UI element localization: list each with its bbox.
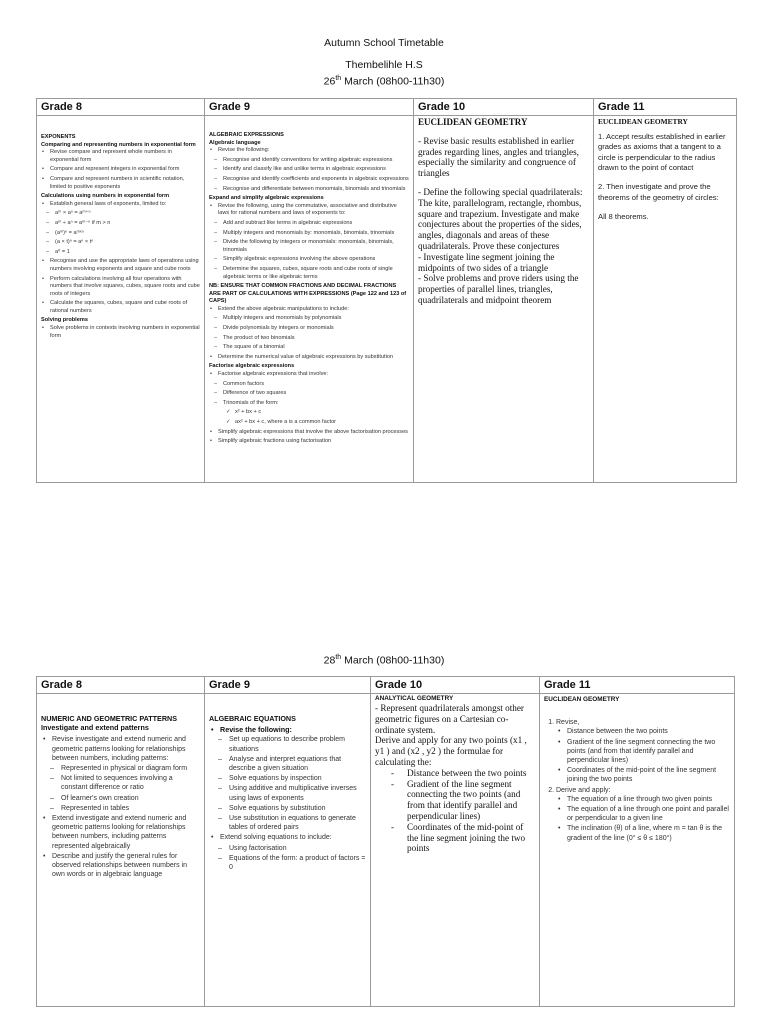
grade-10-header: Grade 10 xyxy=(414,99,594,116)
list-item: - Distance between the two points xyxy=(407,768,535,779)
list-item: – Difference of two squares xyxy=(223,390,409,398)
list-item: – Using additive and multiplicative inverses using laws of exponents xyxy=(229,784,366,802)
subtopic-heading: Comparing and representing numbers in exponential form xyxy=(41,141,196,148)
exponent-law: – aᵐ × aⁿ = aᵐ⁺ⁿ xyxy=(55,210,200,218)
list-item: – Divide polynomials by integers or monomials xyxy=(223,325,409,333)
grade-9-topic-cell xyxy=(205,694,371,1007)
list-item: – Divide the following by integers or monomials: monomials, binomials, trinomials xyxy=(223,239,409,254)
topic-heading: NUMERIC AND GEOMETRIC PATTERNS xyxy=(41,714,178,723)
exponent-law: – aᵐ ÷ aⁿ = aᵐ⁻ⁿ if m > n xyxy=(55,220,200,228)
list-item: • Simplify algebraic fractions using factorisation xyxy=(218,438,409,446)
list-item: ✓ ax² + bx + c, where a is a common factor xyxy=(235,419,409,427)
subtopic-heading: Expand and simplify algebraic expressions xyxy=(209,195,324,202)
grade-10-topic-cell xyxy=(371,694,540,1007)
list-item: – Determine the squares, cubes, square roots and cube roots of single algebraic terms or like algebraic terms xyxy=(223,266,409,281)
list-item: – Recognise and identify conventions for writing algebraic expressions xyxy=(223,157,409,165)
paragraph: - Investigate line segment joining the midpoints of two sides of a triangle xyxy=(418,251,555,273)
subtopic-heading: Algebraic language xyxy=(209,139,261,146)
subtopic-heading: Investigate and extend patterns xyxy=(41,723,149,733)
list-item: • The equation of a line through two given points xyxy=(567,795,730,804)
list-item: • Revise the following: xyxy=(218,147,409,155)
list-item: • Solve problems in contexts involving numbers in exponential form xyxy=(50,325,200,340)
list-item: – Equations of the form: a product of factors = 0 xyxy=(229,854,366,872)
list-item: – Recognise and identify coefficients and exponents in algebraic expressions xyxy=(223,176,409,184)
list-item: – Multiply integers and monomials by: monomials, binomials, trinomials xyxy=(223,230,409,238)
list-item: • Extend the above algebraic manipulations to include: xyxy=(218,306,409,314)
grade-8-topic-cell xyxy=(37,694,205,1007)
exponent-law: – (aᵐ)ⁿ = aᵐˣⁿ xyxy=(55,230,200,238)
list-item: 1. Revise, • Distance between the two points • Gradient of the line segment connecting the two points (and from that identify parallel and perpendicular lines) • Coordinates of the mid-point of the line segment joining the two points xyxy=(556,718,730,784)
grade-8-topic-cell xyxy=(37,116,205,483)
topic-heading: EUCLIDEAN GEOMETRY xyxy=(418,117,528,127)
timetable-26-march xyxy=(36,98,737,483)
paragraph: - Revise basic results established in earlier grades regarding lines, angles and triangles, especially the similarity and congruence of triangles xyxy=(418,135,579,179)
subtopic-heading: Calculations using numbers in exponential form xyxy=(41,193,170,200)
list-item: – The product of two binomials xyxy=(223,335,409,343)
subtopic-heading: Solving problems xyxy=(41,317,88,324)
list-item: • Coordinates of the mid-point of the line segment joining the two points xyxy=(567,766,730,784)
list-item: 2. Derive and apply: • The equation of a line through two given points • The equation of a line through one point and parallel or perpendicular to a given line • The inclination (θ) of a line, where m = tan θ is the gradient of the line (0° ≤ θ ≤ 180°) xyxy=(556,786,730,843)
list-item: – Set up equations to describe problem situations xyxy=(229,735,366,753)
list-item: – Use substitution in equations to generate tables of ordered pairs xyxy=(229,814,366,832)
exponent-law: – a⁰ = 1 xyxy=(55,249,200,257)
list-item: – Multiply integers and monomials by polynomials xyxy=(223,315,409,323)
grade-9-header: Grade 9 xyxy=(205,677,371,694)
timetable-title: Autumn School Timetable xyxy=(324,37,444,49)
topic-heading: ALGEBRAIC EQUATIONS xyxy=(209,714,296,723)
list-item: • Revise investigate and extend numeric and geometric patterns looking for relationships between numbers, including patterns: xyxy=(52,735,200,763)
exponent-law: – (a × t)ⁿ = aⁿ × tⁿ xyxy=(55,239,200,247)
paragraph: 2. Then investigate and prove the theorems of the geometry of circles: xyxy=(598,182,719,202)
list-item: • Describe and justify the general rules for observed relationships between numbers in own words or in algebraic language xyxy=(52,852,200,880)
caps-note: NB: ENSURE THAT COMMON FRACTIONS AND DECIMAL FRACTIONS ARE PART OF CALCULATIONS WITH EXPRESSIONS (Page 122 and 123 of CAPS) xyxy=(209,283,407,305)
topic-heading: EXPONENTS xyxy=(41,134,76,140)
list-item: • Revise the following, using the commutative, associative and distributive laws for rational numbers and laws of exponents to: xyxy=(218,203,409,218)
school-name: Thembelihle H.S xyxy=(345,59,423,71)
list-item: • Perform calculations involving all four operations with numbers that involve squares, cubes, square roots and cube roots of integers xyxy=(50,276,200,299)
paragraph: - Solve problems and prove riders using the properties of parallel lines, triangles, quadrilaterals and midpoint theorem xyxy=(418,273,579,305)
topic-heading: EUCLIDEAN GEOMETRY xyxy=(544,696,620,703)
grade-9-topic-cell xyxy=(205,116,414,483)
grade-11-topic-cell xyxy=(594,116,737,483)
list-item: – Of learner's own creation xyxy=(61,794,200,803)
list-item: – Add and subtract like terms in algebraic expressions xyxy=(223,220,409,228)
subtopic-heading: Factorise algebraic expressions xyxy=(209,363,295,370)
list-item: – Trinomials of the form: xyxy=(223,400,409,408)
list-item: – Represented in physical or diagram form xyxy=(61,764,200,773)
list-item: – Identify and classify like and unlike terms in algebraic expressions xyxy=(223,166,409,174)
grade-8-header: Grade 8 xyxy=(37,677,205,694)
list-item: – Solve equations by inspection xyxy=(229,774,366,783)
list-item: – Represented in tables xyxy=(61,804,200,813)
paragraph: 1. Accept results established in earlier grades as axioms that a tangent to a circle is perpendicular to the radius drawn to the point of contact xyxy=(598,131,726,173)
grade-11-topic-cell xyxy=(540,694,735,1007)
list-item: • Revise compare and represent whole numbers in exponential form xyxy=(50,149,200,164)
list-item: • Gradient of the line segment connecting the two points (and from that identify parallel and perpendicular lines) xyxy=(567,738,730,766)
list-item: • Factorise algebraic expressions that involve: xyxy=(218,371,409,379)
list-item: – Using factorisation xyxy=(229,844,366,853)
list-item: – Simplify algebraic expressions involving the above operations xyxy=(223,256,409,264)
list-item: - Coordinates of the mid-point of the line segment joining the two points xyxy=(407,822,535,854)
grade-10-header: Grade 10 xyxy=(371,677,540,694)
list-item: • Extend investigate and extend numeric and geometric patterns looking for relationships between numbers, including patterns represented algebraically xyxy=(52,814,200,851)
session-date-1: 26th March (08h00-11h30) xyxy=(323,75,445,88)
paragraph: All 8 theorems. xyxy=(598,212,649,222)
list-item: • Recognise and use the appropriate laws of operations using numbers involving exponents and square and cube roots xyxy=(50,258,200,273)
list-item: • Extend solving equations to include: xyxy=(220,833,366,842)
list-item: • The inclination (θ) of a line, where m = tan θ is the gradient of the line (0° ≤ θ ≤ 180°) xyxy=(567,824,730,842)
list-item: • Compare and represent integers in exponential form xyxy=(50,166,200,174)
list-item: – Solve equations by substitution xyxy=(229,804,366,813)
list-item: – Recognise and differentiate between monomials, binomials and trinomials xyxy=(223,186,409,194)
topic-heading: ANALYTICAL GEOMETRY xyxy=(375,695,454,702)
grade-11-header: Grade 11 xyxy=(540,677,735,694)
paragraph: - Define the following special quadrilaterals: The kite, parallelogram, rectangle, rhombus, square and trapezium. Investigate and make conjectures about the properties of the sides, angles, diagonals and areas of these quadrilaterals. Prove these conjectures xyxy=(418,186,583,251)
list-item: – Not limited to sequences involving a constant difference or ratio xyxy=(61,774,200,792)
list-item: • Calculate the squares, cubes, square and cube roots of rational numbers xyxy=(50,300,200,315)
list-item: • Establish general laws of exponents, limited to: xyxy=(50,201,200,209)
list-item: – Common factors xyxy=(223,381,409,389)
list-item: • Determine the numerical value of algebraic expressions by substitution xyxy=(218,354,409,362)
grade-11-header: Grade 11 xyxy=(594,99,737,116)
topic-heading: EUCLIDEAN GEOMETRY xyxy=(598,117,688,126)
list-item: • Compare and represent numbers in scientific notation, limited to positive exponents xyxy=(50,176,200,191)
list-item: - Gradient of the line segment connecting the two points (and from that identify parallel and perpendicular lines) xyxy=(407,779,535,822)
list-item: • Revise the following: xyxy=(220,725,366,734)
session-date-2: 28th March (08h00-11h30) xyxy=(323,654,445,667)
paragraph: - Represent quadrilaterals amongst other geometric figures on a Cartesian co-ordinate system. xyxy=(375,703,524,735)
topic-heading: ALGEBRAIC EXPRESSIONS xyxy=(209,132,284,138)
timetable-28-march xyxy=(36,676,735,1007)
paragraph: Derive and apply for any two points (x1 , y1 ) and (x2 , y2 ) the formulae for calculating the: xyxy=(375,735,527,767)
list-item: • Simplify algebraic expressions that involve the above factorisation processes xyxy=(218,429,409,437)
grade-8-header: Grade 8 xyxy=(37,99,205,116)
list-item: – Analyse and interpret equations that describe a given situation xyxy=(229,755,366,773)
list-item: • The equation of a line through one point and parallel or perpendicular to a given line xyxy=(567,805,730,823)
list-item: – The square of a binomial xyxy=(223,344,409,352)
list-item: • Distance between the two points xyxy=(567,727,730,736)
list-item: ✓ x² + bx + c xyxy=(235,409,409,417)
grade-10-topic-cell xyxy=(414,116,594,483)
grade-9-header: Grade 9 xyxy=(205,99,414,116)
